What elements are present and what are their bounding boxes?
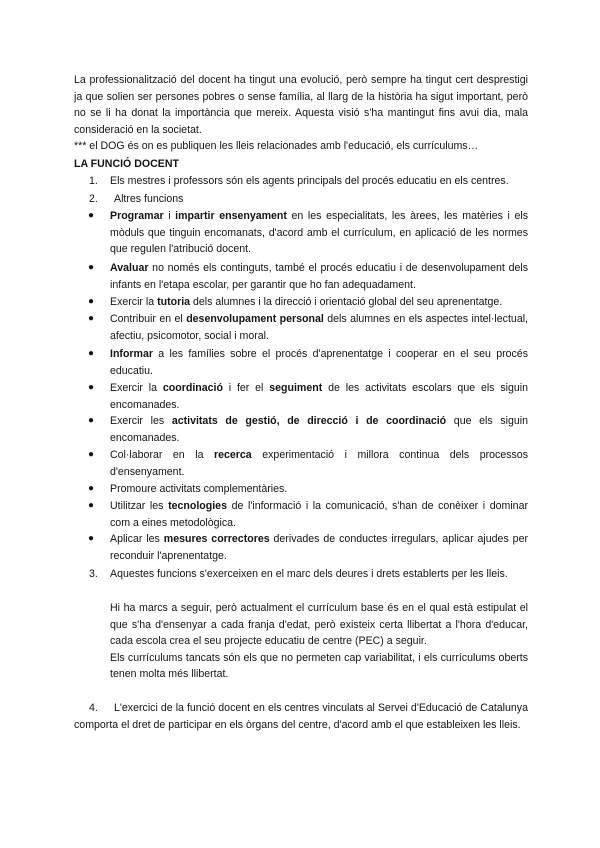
bullet-text: Promoure activitats complementàries. <box>110 483 288 495</box>
intro-section <box>74 72 528 155</box>
bullet-item-5 <box>110 346 528 379</box>
bullet-item-7 <box>110 413 528 446</box>
bold-term: Avaluar <box>110 262 149 274</box>
numbered-item-1: Els mestres i professors són els agents principals del procés educatiu en els centres. <box>110 175 509 187</box>
list-number: 1. <box>89 175 98 187</box>
bullet-marker: ● <box>88 313 95 324</box>
bullet-item-8 <box>110 447 528 480</box>
bullet-marker: ● <box>88 483 95 494</box>
numbered-item-4-text: L'exercici de la funció docent en els centres vinculats al Servei d'Educació de Catalunya comporta el dret de participar en els òrgans del centre, d'acord amb el que estableixen les lleis. <box>74 702 528 731</box>
bold-term: mesures correctores <box>163 533 270 545</box>
numbered-item-4 <box>74 700 528 733</box>
bullet-text: no només els continguts, també el procés educatiu i de desenvolupament dels infants en l'etapa escolar, per garantir que ho fan adequadament. <box>110 262 528 291</box>
bullet-item-10 <box>110 498 528 531</box>
bullet-text: en les especialitats, les àrees, les matèries i els mòduls que tinguin encomanats, d'acord amb el currículum, en aplicació de les normes que regulen l'atribució docent. <box>110 210 528 256</box>
section-heading: LA FUNCIÓ DOCENT <box>74 158 179 170</box>
curriculum-explanation <box>110 600 528 683</box>
list-number: 4. <box>89 702 98 714</box>
bold-term: tutoria <box>157 296 191 308</box>
bullet-item-3 <box>110 294 528 311</box>
numbered-item-2: Altres funcions <box>114 193 184 205</box>
bold-term: coordinació <box>162 382 223 394</box>
bullet-text: de les activitats escolars que els siguin encomanades. <box>110 382 529 411</box>
bold-term: desenvolupament personal <box>186 313 324 325</box>
bold-term: seguiment <box>269 382 323 394</box>
bullet-text: Aplicar les <box>110 533 164 545</box>
numbered-item-3: Aquestes funcions s'exerceixen en el marc dels deures i drets establerts per les lleis. <box>110 568 508 580</box>
bullet-item-9 <box>110 481 528 498</box>
bullet-text: a les famílies sobre el procés d'aprenentatge i cooperar en el seu procés educatiu. <box>110 348 528 377</box>
bullet-item-4 <box>110 311 528 344</box>
bullet-text: Exercir la <box>110 296 158 308</box>
list-number: 3. <box>89 568 98 580</box>
bullet-text: Exercir les <box>110 415 172 427</box>
bullet-marker: ● <box>88 533 95 544</box>
bullet-text: experimentació i millora continua dels processos d'ensenyament. <box>110 449 528 478</box>
curriculum-paragraph-2: Els currículums tancats són els que no permeten cap variabilitat, i els currículums oberts tenen molta més llibertat. <box>110 651 528 681</box>
bullet-marker: ● <box>88 210 95 221</box>
bullet-marker: ● <box>88 500 95 511</box>
dog-note: *** el DOG és on es publiquen les lleis relacionades amb l'educació, els currículums… <box>74 140 479 153</box>
curriculum-paragraph-1: Hi ha marcs a seguir, però actualment el currículum base és en el qual està estipulat el que s'ha d'ensenyar a cada franja d'edat, però existeix certa llibertat a l'hora d'educar, cada escola crea el seu projecte educatiu de centre (PEC) a seguir. <box>110 602 528 648</box>
bullet-text: i <box>163 210 176 222</box>
bullet-text: Col·laborar en la <box>110 449 214 461</box>
bold-term: recerca <box>214 449 252 461</box>
bold-term: tecnologies <box>168 500 227 512</box>
list-number: 2. <box>89 193 98 205</box>
bullet-item-6 <box>110 380 528 413</box>
bold-term: impartir ensenyament <box>175 210 287 222</box>
bullet-marker: ● <box>88 382 95 393</box>
bullet-text: dels alumnes en els aspectes intel·lectual, afectiu, psicomotor, social i moral. <box>110 313 529 342</box>
bullet-marker: ● <box>88 348 95 359</box>
intro-paragraph: La professionalització del docent ha tingut una evolució, però sempre ha tingut cert desprestigi ja que solien ser persones pobres o sense família, al llarg de la història ha sigut important, però no se li ha donat la importància que mereix. Aquesta visió s'ha mantingut fins avui dia, mala consideració en la societat. <box>74 74 528 136</box>
bullet-text: que els siguin encomanades. <box>110 415 529 444</box>
bold-term: Programar <box>110 210 164 222</box>
bold-term: activitats de gestió, de direcció i de coordinació <box>171 415 447 427</box>
bullet-marker: ● <box>88 296 95 307</box>
bold-term: Informar <box>110 348 153 360</box>
bullet-text: Utilitzar les <box>110 500 169 512</box>
bullet-text: i fer el <box>222 382 270 394</box>
bullet-text: Contribuir en el <box>110 313 187 325</box>
bullet-item-2 <box>110 260 528 293</box>
bullet-marker: ● <box>88 415 95 426</box>
bullet-text: dels alumnes i la direcció i orientació global del seu aprenentatge. <box>190 296 503 308</box>
bullet-text: Exercir la <box>110 382 163 394</box>
bullet-marker: ● <box>88 449 95 460</box>
bullet-text: de l'informació i la comunicació, s'han de conèixer i dominar com a eines metodològica. <box>110 500 528 529</box>
bullet-item-11 <box>110 531 528 564</box>
bullet-item-1 <box>110 208 528 258</box>
bullet-marker: ● <box>88 262 95 273</box>
bullet-text: derivades de conductes irregulars, aplicar ajudes per reconduir l'aprenentatge. <box>110 533 528 562</box>
